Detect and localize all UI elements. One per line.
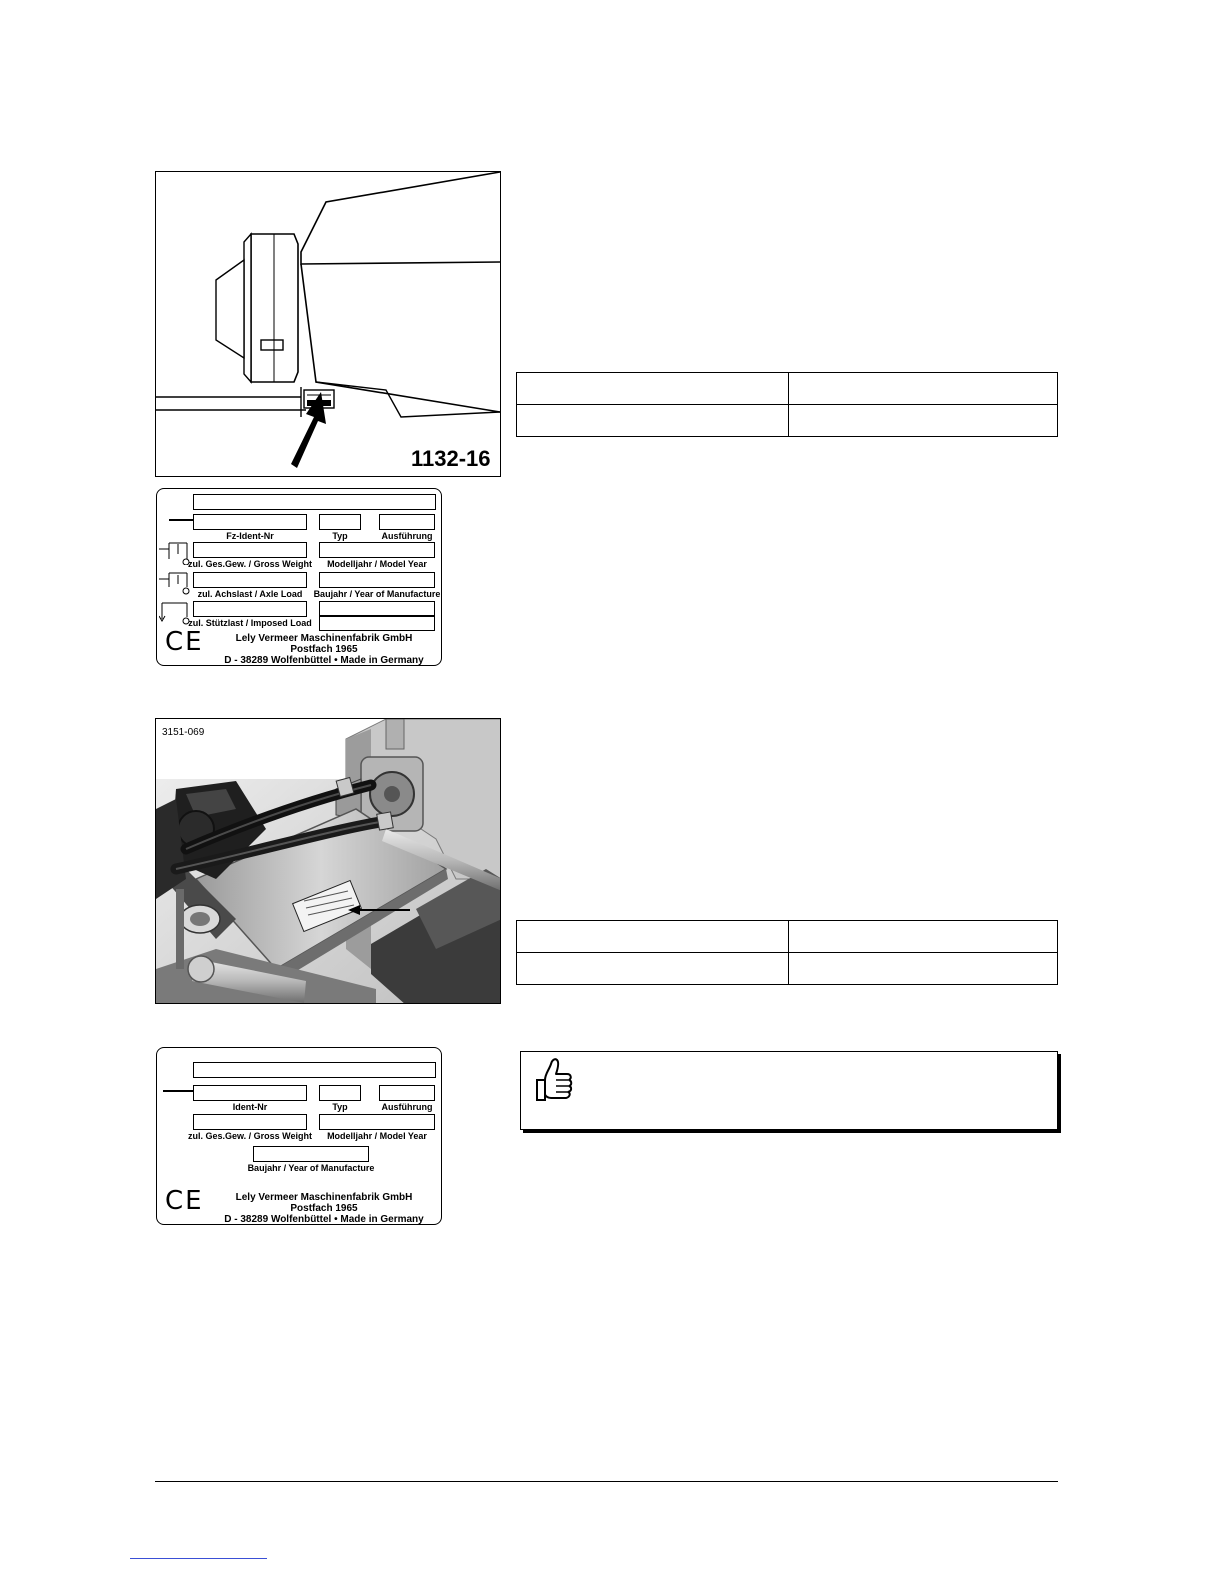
table-cell <box>517 405 789 437</box>
plate-label-ident: Ident-Nr <box>232 1102 268 1112</box>
plate-field-box <box>319 1085 361 1101</box>
blank-table-2 <box>516 920 1058 985</box>
plate-label-gross-weight: zul. Ges.Gew. / Gross Weight <box>187 1131 313 1141</box>
manufacturer-city: D - 38289 Wolfenbüttel • Made in Germany <box>224 1214 424 1225</box>
manufacturer-postbox: Postfach 1965 <box>290 644 358 655</box>
table-cell <box>517 373 789 405</box>
plate-label-imposed-load: zul. Stützlast / Imposed Load <box>188 618 312 628</box>
plate-field-box <box>379 514 435 530</box>
plate-field-box <box>193 494 436 510</box>
ce-mark: CE <box>165 627 204 657</box>
plate-label-gross-weight: zul. Ges.Gew. / Gross Weight <box>187 559 313 569</box>
plate-label-ausfuehrung: Ausführung <box>381 1102 433 1112</box>
plate-field-box <box>193 1114 307 1130</box>
manufacturer-city: D - 38289 Wolfenbüttel • Made in Germany <box>224 655 424 666</box>
table-cell <box>517 921 789 953</box>
manufacturer-address <box>213 1192 435 1225</box>
table-cell <box>789 405 1058 437</box>
tip-note-box <box>520 1051 1058 1130</box>
plate-field-box <box>193 601 307 617</box>
plate-field-box <box>319 514 361 530</box>
plate-label-typ: Typ <box>332 531 348 541</box>
table-cell <box>789 373 1058 405</box>
figure-photo-2 <box>155 718 501 1004</box>
manufacturer-address <box>213 633 435 666</box>
table-cell <box>789 921 1058 953</box>
plate-field-box <box>319 601 435 616</box>
plate-field-box <box>319 1114 435 1130</box>
thumbs-up-icon <box>531 1056 577 1112</box>
table-row <box>517 921 1058 953</box>
ce-mark: CE <box>165 1186 204 1216</box>
plate-field-box <box>193 1085 307 1101</box>
figure-drawing-1 <box>155 171 501 477</box>
manufacturer-name: Lely Vermeer Maschinenfabrik GmbH <box>235 633 413 644</box>
plate-label-year-of-manufacture: Baujahr / Year of Manufacture <box>313 589 441 599</box>
plate-field-box <box>253 1146 369 1162</box>
plate-label-model-year: Modelljahr / Model Year <box>327 559 427 569</box>
plate-field-box <box>319 572 435 588</box>
plate-label-year-of-manufacture: Baujahr / Year of Manufacture <box>247 1163 375 1173</box>
table-row <box>517 953 1058 985</box>
figure-label: 1132-16 <box>411 446 491 471</box>
blank-table-1 <box>516 372 1058 437</box>
plate-label-ident: Fz-Ident-Nr <box>226 531 274 541</box>
plate-label-typ: Typ <box>332 1102 348 1112</box>
plate-field-box <box>319 616 435 631</box>
plate-field-box <box>193 542 307 558</box>
plate-field-box <box>379 1085 435 1101</box>
machine-side-drawing <box>156 172 501 477</box>
type-plate-1 <box>156 488 442 666</box>
table-row <box>517 373 1058 405</box>
table-cell <box>517 953 789 985</box>
manufacturer-name: Lely Vermeer Maschinenfabrik GmbH <box>235 1192 413 1203</box>
plate-label-ausfuehrung: Ausführung <box>381 531 433 541</box>
plate-field-box <box>319 542 435 558</box>
manufacturer-postbox: Postfach 1965 <box>290 1203 358 1214</box>
plate-field-box <box>193 514 307 530</box>
table-row <box>517 405 1058 437</box>
plate-field-box <box>193 572 307 588</box>
table-cell <box>789 953 1058 985</box>
footer-link-underline <box>130 1558 267 1559</box>
figure-label: 3151-069 <box>162 727 205 738</box>
plate-label-axle-load: zul. Achslast / Axle Load <box>197 589 303 599</box>
machine-photo <box>156 719 501 1004</box>
footer-rule <box>155 1481 1058 1482</box>
plate-label-model-year: Modelljahr / Model Year <box>327 1131 427 1141</box>
plate-field-box <box>193 1062 436 1078</box>
type-plate-2 <box>156 1047 442 1225</box>
